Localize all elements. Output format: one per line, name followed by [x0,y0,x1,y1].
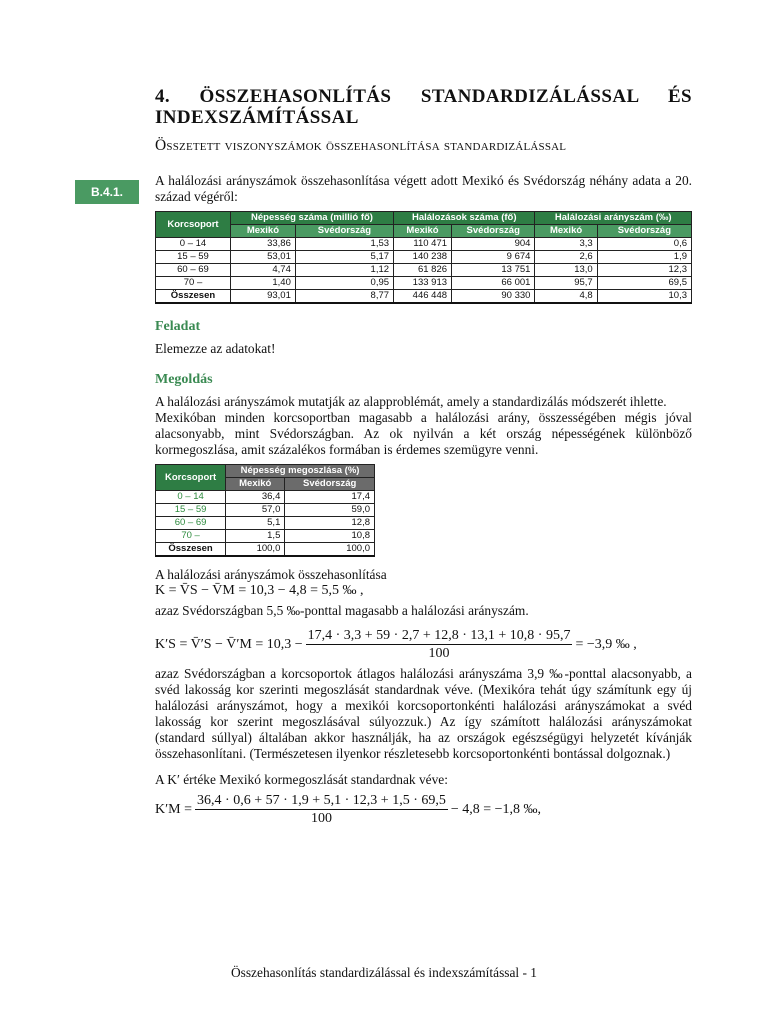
formula3-fraction [195,792,448,827]
distribution-table [155,464,375,557]
cell: 95,7 [535,277,597,290]
cell: 33,86 [230,238,295,251]
cell: 904 [452,238,535,251]
table1-subhead: Svédország [597,225,691,238]
megoldas-paragraph-2: Mexikóban minden korcsoportban magasabb a halálozási arány, összességében mégis jóval alacsonyabb, mint Svédországban. Az ok nyilván a két ország népességének különböző kormegoszlása, amit százalékos formában is érdemes szemügyre venni. [155,410,692,457]
row-label: 15 – 59 [156,251,231,264]
cell: 100,0 [285,543,375,557]
cell: 133 913 [394,277,452,290]
row-label: 0 – 14 [156,491,226,504]
formula3-denominator: 100 [310,811,332,826]
formula2-left: K′S = V̄′S − V̄′M = 10,3 − [155,636,303,652]
row-label: 60 – 69 [156,517,226,530]
formula-k-prime-explanation: azaz Svédországban a korcsoportok átlagos halálozási arányszáma 3,9 ‰-ponttal alacsonyabb, a svéd lakosság kor szerinti megoszlását standardnak véve. (Mexikóra tehát úgy számítunk egy új halálozási arányszámot, hogy a mexikói korcsoportonkénti halálozási arányszámokat a svéd lakosság kor szerint megoszlásával súlyozzuk.) Az így számított halálozási arányszámokat (standard súllyal) általában akkor használják, ha az országok egészségügyi helyzetét kívánják összehasonlítani. (Természetesen ilyenkor részletesebb korcsoportonkénti bontással dolgoznak.) [155,666,692,761]
section-subtitle: Összetett viszonyszámok összehasonlítása standardizálással [155,137,567,154]
example-badge: B.4.1. [75,180,139,204]
comparison-text: A halálozási arányszámok összehasonlítása [155,567,387,582]
cell: 1,53 [295,238,393,251]
table2-group-header: Népesség megoszlása (%) [226,465,375,478]
row-label: 70 – [156,530,226,543]
formula-k-explanation: azaz Svédországban 5,5 ‰-ponttal magasabb a halálozási arányszám. [155,603,529,618]
table-row [156,277,692,290]
table1-subhead: Mexikó [394,225,452,238]
cell: 36,4 [226,491,285,504]
cell: 3,3 [535,238,597,251]
formula-k-prime-s [155,627,692,662]
megoldas-heading: Megoldás [155,372,213,387]
cell: 140 238 [394,251,452,264]
cell: 0,95 [295,277,393,290]
cell: 5,1 [226,517,285,530]
intro-paragraph: A halálozási arányszámok összehasonlítása végett adott Mexikó és Svédország néhány adata a 20. század végéről: [155,173,692,204]
cell: 4,74 [230,264,295,277]
cell: 59,0 [285,504,375,517]
cell: 1,12 [295,264,393,277]
feladat-heading: Feladat [155,319,201,334]
cell: 0,6 [597,238,691,251]
megoldas-paragraph-1: A halálozási arányszámok mutatják az alapproblémát, amely a standardizálás módszerét ihlette. [155,394,667,409]
row-label: 15 – 59 [156,504,226,517]
cell: 53,01 [230,251,295,264]
formula3-left: K′M = [155,801,193,817]
cell: 4,8 [535,290,597,304]
cell: 1,5 [226,530,285,543]
row-label: 70 – [156,277,231,290]
cell: 12,8 [285,517,375,530]
cell: 93,01 [230,290,295,304]
cell: 66 001 [452,277,535,290]
cell: 9 674 [452,251,535,264]
cell: 10,8 [285,530,375,543]
feladat-text: Elemezze az adatokat! [155,341,276,356]
formula2-numerator: 17,4 · 3,3 + 59 · 2,7 + 12,8 · 13,1 + 10,8 · 95,7 [307,628,571,643]
formula3-numerator: 36,4 · 0,6 + 57 · 1,9 + 5,1 · 12,3 + 1,5 · 69,5 [197,793,446,808]
cell: 5,17 [295,251,393,264]
chapter-title-line2: INDEXSZÁMÍTÁSSAL [155,107,359,128]
formula3-right: − 4,8 = −1,8 ‰, [450,801,542,817]
table-row [156,264,692,277]
table2-subhead: Svédország [285,478,375,491]
table-row [156,530,375,543]
cell: 90 330 [452,290,535,304]
chapter-title-line1: 4. ÖSSZEHASONLÍTÁS STANDARDIZÁLÁSSAL ÉS [155,86,692,107]
row-label: Összesen [156,290,231,304]
k-prime-mexico-text: A K′ értéke Mexikó kormegoszlását standardnak véve: [155,772,448,787]
content [155,86,692,827]
cell: 57,0 [226,504,285,517]
cell: 13 751 [452,264,535,277]
cell: 1,40 [230,277,295,290]
cell: 100,0 [226,543,285,557]
cell: 13,0 [535,264,597,277]
row-label: Összesen [156,543,226,557]
table-row [156,491,375,504]
table2-subhead: Mexikó [226,478,285,491]
table-row [156,517,375,530]
table-row-total [156,290,692,304]
table-row-total [156,543,375,557]
cell: 110 471 [394,238,452,251]
table1-subhead: Svédország [295,225,393,238]
table1-subhead: Svédország [452,225,535,238]
row-label: 60 – 69 [156,264,231,277]
mortality-table [155,211,692,304]
chapter-title [155,86,692,128]
cell: 2,6 [535,251,597,264]
table1-subhead: Mexikó [535,225,597,238]
table1-subhead: Mexikó [230,225,295,238]
cell: 446 448 [394,290,452,304]
table1-group-nepesseg: Népesség száma (millió fő) [230,212,393,225]
table-row [156,251,692,264]
cell: 61 826 [394,264,452,277]
table1-header-korcsoport: Korcsoport [156,212,231,238]
formula2-fraction [306,627,573,662]
row-label: 0 – 14 [156,238,231,251]
cell: 8,77 [295,290,393,304]
table2-header-korcsoport: Korcsoport [156,465,226,491]
cell: 12,3 [597,264,691,277]
formula-k: K = V̄S − V̄M = 10,3 − 4,8 = 5,5 ‰ , [155,583,364,598]
cell: 10,3 [597,290,691,304]
formula2-denominator: 100 [428,646,450,661]
formula-k-prime-m [155,792,692,827]
table1-group-halalozasok: Halálozások száma (fő) [394,212,535,225]
page-footer: Összehasonlítás standardizálással és indexszámítással - 1 [230,965,538,980]
cell: 69,5 [597,277,691,290]
cell: 1,9 [597,251,691,264]
table-row [156,238,692,251]
formula2-right: = −3,9 ‰ , [575,636,637,652]
table1-group-arany: Halálozási arányszám (‰) [535,212,692,225]
table-row [156,504,375,517]
cell: 17,4 [285,491,375,504]
